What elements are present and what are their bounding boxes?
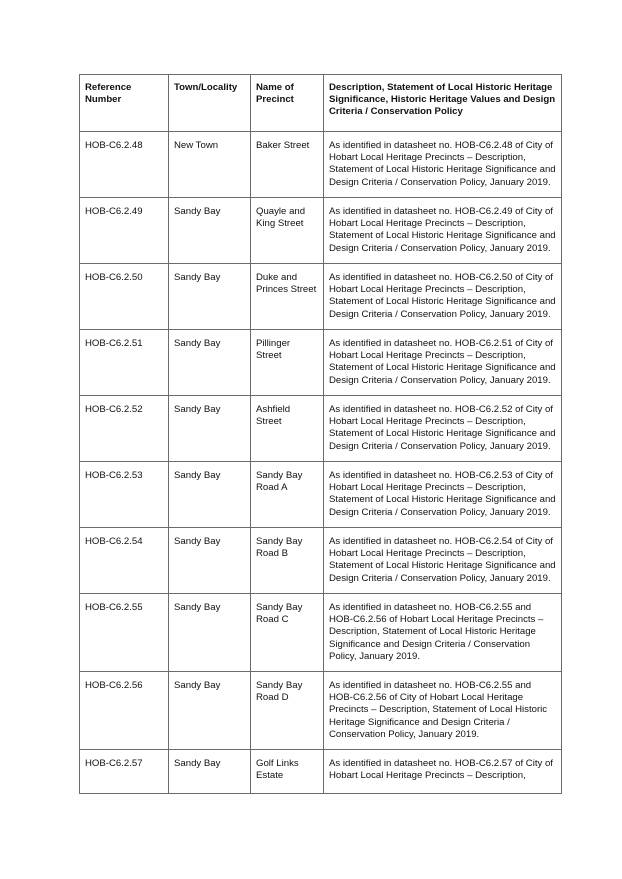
cell-town: Sandy Bay bbox=[169, 672, 251, 750]
cell-description: As identified in datasheet no. HOB-C6.2.50 of City of Hobart Local Heritage Precincts – Description, Statement of Local Historic Heritage Significance and Design Criteria / Conservation Policy, January 2019. bbox=[324, 264, 562, 330]
cell-town: Sandy Bay bbox=[169, 528, 251, 594]
table-row bbox=[80, 396, 562, 462]
header-reference-number: Reference Number bbox=[80, 75, 169, 132]
cell-reference: HOB-C6.2.51 bbox=[80, 330, 169, 396]
cell-precinct: Sandy Bay Road D bbox=[251, 672, 324, 750]
cell-reference: HOB-C6.2.50 bbox=[80, 264, 169, 330]
cell-precinct: Sandy Bay Road C bbox=[251, 594, 324, 672]
cell-town: Sandy Bay bbox=[169, 330, 251, 396]
table-row bbox=[80, 264, 562, 330]
table-row bbox=[80, 198, 562, 264]
cell-description: As identified in datasheet no. HOB-C6.2.52 of City of Hobart Local Heritage Precincts – Description, Statement of Local Historic Heritage Significance and Design Criteria / Conservation Policy, January 2019. bbox=[324, 396, 562, 462]
cell-description: As identified in datasheet no. HOB-C6.2.48 of City of Hobart Local Heritage Precincts – Description, Statement of Local Historic Heritage Significance and Design Criteria / Conservation Policy, January 2019. bbox=[324, 132, 562, 198]
cell-town: Sandy Bay bbox=[169, 750, 251, 794]
cell-reference: HOB-C6.2.57 bbox=[80, 750, 169, 794]
cell-description: As identified in datasheet no. HOB-C6.2.51 of City of Hobart Local Heritage Precincts – Description, Statement of Local Historic Heritage Significance and Design Criteria / Conservation Policy, January 2019. bbox=[324, 330, 562, 396]
cell-reference: HOB-C6.2.56 bbox=[80, 672, 169, 750]
table-row bbox=[80, 594, 562, 672]
table-row bbox=[80, 672, 562, 750]
cell-description: As identified in datasheet no. HOB-C6.2.57 of City of Hobart Local Heritage Precincts – Description, bbox=[324, 750, 562, 794]
header-description: Description, Statement of Local Historic Heritage Significance, Historic Heritage Values and Design Criteria / Conservation Policy bbox=[324, 75, 562, 132]
cell-reference: HOB-C6.2.53 bbox=[80, 462, 169, 528]
cell-reference: HOB-C6.2.54 bbox=[80, 528, 169, 594]
header-town-locality: Town/Locality bbox=[169, 75, 251, 132]
header-name-of-precinct: Name of Precinct bbox=[251, 75, 324, 132]
cell-town: Sandy Bay bbox=[169, 198, 251, 264]
table-row bbox=[80, 528, 562, 594]
cell-reference: HOB-C6.2.52 bbox=[80, 396, 169, 462]
cell-town: Sandy Bay bbox=[169, 594, 251, 672]
cell-description: As identified in datasheet no. HOB-C6.2.53 of City of Hobart Local Heritage Precincts – Description, Statement of Local Historic Heritage Significance and Design Criteria / Conservation Policy, January 2019. bbox=[324, 462, 562, 528]
cell-town: New Town bbox=[169, 132, 251, 198]
cell-reference: HOB-C6.2.55 bbox=[80, 594, 169, 672]
table-row bbox=[80, 330, 562, 396]
cell-description: As identified in datasheet no. HOB-C6.2.55 and HOB-C6.2.56 of City of Hobart Local Heritage Precincts – Description, Statement of Local Historic Heritage Significance and Design Criteria / Conservation Policy, January 2019. bbox=[324, 672, 562, 750]
cell-precinct: Sandy Bay Road A bbox=[251, 462, 324, 528]
cell-description: As identified in datasheet no. HOB-C6.2.54 of City of Hobart Local Heritage Precincts – Description, Statement of Local Historic Heritage Significance and Design Criteria / Conservation Policy, January 2019. bbox=[324, 528, 562, 594]
heritage-precinct-table bbox=[79, 74, 562, 794]
cell-precinct: Sandy Bay Road B bbox=[251, 528, 324, 594]
cell-precinct: Golf Links Estate bbox=[251, 750, 324, 794]
cell-precinct: Quayle and King Street bbox=[251, 198, 324, 264]
cell-description: As identified in datasheet no. HOB-C6.2.49 of City of Hobart Local Heritage Precincts – Description, Statement of Local Historic Heritage Significance and Design Criteria / Conservation Policy, January 2019. bbox=[324, 198, 562, 264]
table-header-row bbox=[80, 75, 562, 132]
cell-town: Sandy Bay bbox=[169, 264, 251, 330]
cell-reference: HOB-C6.2.48 bbox=[80, 132, 169, 198]
cell-precinct: Ashfield Street bbox=[251, 396, 324, 462]
cell-reference: HOB-C6.2.49 bbox=[80, 198, 169, 264]
cell-precinct: Duke and Princes Street bbox=[251, 264, 324, 330]
cell-precinct: Baker Street bbox=[251, 132, 324, 198]
cell-description: As identified in datasheet no. HOB-C6.2.55 and HOB-C6.2.56 of Hobart Local Heritage Precincts – Description, Statement of Local Historic Heritage Significance and Design Criteria / Conservation Policy, January 2019. bbox=[324, 594, 562, 672]
table-row bbox=[80, 750, 562, 794]
cell-town: Sandy Bay bbox=[169, 396, 251, 462]
cell-town: Sandy Bay bbox=[169, 462, 251, 528]
table-row bbox=[80, 132, 562, 198]
table-row bbox=[80, 462, 562, 528]
cell-precinct: Pillinger Street bbox=[251, 330, 324, 396]
